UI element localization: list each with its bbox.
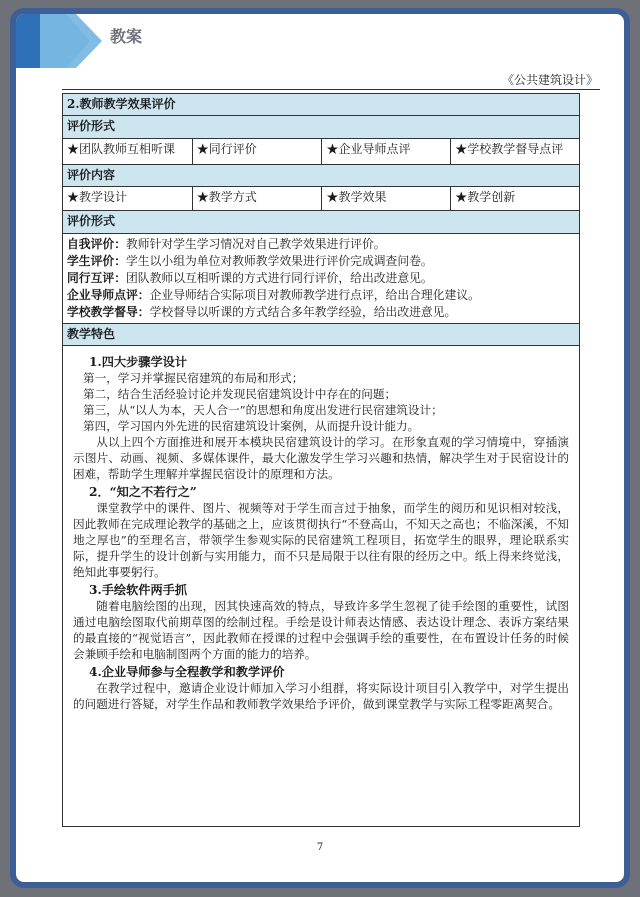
form-item: ★同行评价 [192, 138, 322, 164]
feature-step: 第一，学习并掌握民宿建筑的布局和形式； [83, 370, 304, 385]
feature-paragraph: 随着电脑绘图的出现，因其快速高效的特点，导致许多学生忽视了徒手绘图的重要性，试图通过电脑绘图取代前期草图的绘制过程。手绘是设计师表达情感、表达设计理念、表诉方案结果的最直接的“视觉语言”，因此教师在授课的过程中会强调手绘的重要性，在布置设计任务的时候会兼顾手绘和电脑制图两个方面的能力的培养。 [73, 598, 569, 661]
evaluation-line: 自我评价：教师针对学生学习情况对自己教学效果进行评价。 [67, 236, 386, 251]
form-band: 评价形式 [63, 116, 580, 138]
content-item: ★教学创新 [451, 187, 580, 211]
evaluation-list [63, 233, 580, 323]
feature-heading: 2．“知之不若行之” [89, 484, 197, 499]
section-title: 2.教师教学效果评价 [63, 94, 580, 116]
content-item: ★教学效果 [322, 187, 451, 211]
feature-heading: 3.手绘软件两手抓 [89, 582, 188, 597]
features-body [63, 345, 580, 826]
evaluation-line: 企业导师点评：企业导师结合实际项目对教师教学进行点评，给出合理化建议。 [67, 287, 480, 302]
evaluation-line: 同行互评：团队教师以互相听课的方式进行同行评价，给出改进意见。 [67, 270, 433, 285]
feature-heading: 4.企业导师参与全程教学和教学评价 [89, 664, 285, 679]
document-page [10, 8, 630, 888]
evaluation-line: 学校教学督导：学校督导以听课的方式结合多年教学经验，给出改进意见。 [67, 304, 457, 319]
feature-step: 第二，结合生活经验讨论并发现民宿建筑设计中存在的问题； [83, 386, 397, 401]
features-band: 教学特色 [63, 323, 580, 345]
feature-step: 第四，学习国内外先进的民宿建筑设计案例，从而提升设计能力。 [83, 418, 420, 433]
form-item: ★学校教学督导点评 [451, 138, 580, 164]
feature-paragraph: 从以上四个方面推进和展开本模块民宿建筑设计的学习。在形象直观的学习情境中，穿插演示图片、动画、视频、多媒体课件，最大化激发学生学习兴趣和热情，解决学生对于民宿设计的困难，帮助学生理解并掌握民宿设计的原理和方法。 [73, 434, 569, 481]
content-item: ★教学方式 [192, 187, 322, 211]
feature-paragraph: 在教学过程中，邀请企业设计师加入学习小组群，将实际设计项目引入教学中，对学生提出的问题进行答疑，对学生作品和教师教学效果给予评价，做到课堂教学与实际工程零距离契合。 [73, 680, 569, 711]
feature-step: 第三，从“以人为本，天人合一”的思想和角度出发进行民宿建筑设计； [83, 402, 443, 417]
form-band-2: 评价形式 [63, 211, 580, 233]
header-arrow-light [40, 14, 102, 68]
form-item: ★企业导师点评 [322, 138, 451, 164]
content-band: 评价内容 [63, 164, 580, 186]
feature-paragraph: 课堂教学中的课件、图片、视频等对于学生而言过于抽象，而学生的阅历和见识相对较浅，因此教师在完成理论教学的基础之上，应该贯彻执行“不登高山，不知天之高也；不临深溪，不知地之厚也”的至理名言，带领学生参观实际的民宿建筑工程项目，拓宽学生的眼界，理论联系实际，提升学生的设计创新与实用能力，而不只是局限于以往有限的经历之中。纸上得来终觉浅，绝知此事要躬行。 [73, 500, 569, 579]
header-rule [62, 89, 600, 90]
form-item: ★团队教师互相听课 [63, 138, 193, 164]
content-item: ★教学设计 [63, 187, 193, 211]
evaluation-table [62, 93, 580, 827]
evaluation-line: 学生评价：学生以小组为单位对教师教学效果进行评价完成调查问卷。 [67, 253, 433, 268]
header-band [16, 14, 624, 58]
feature-heading: 1.四大步骤学设计 [89, 354, 188, 369]
page-number: 7 [316, 842, 324, 853]
course-name: 《公共建筑设计》 [501, 73, 598, 87]
header-title: 教案 [110, 27, 143, 46]
